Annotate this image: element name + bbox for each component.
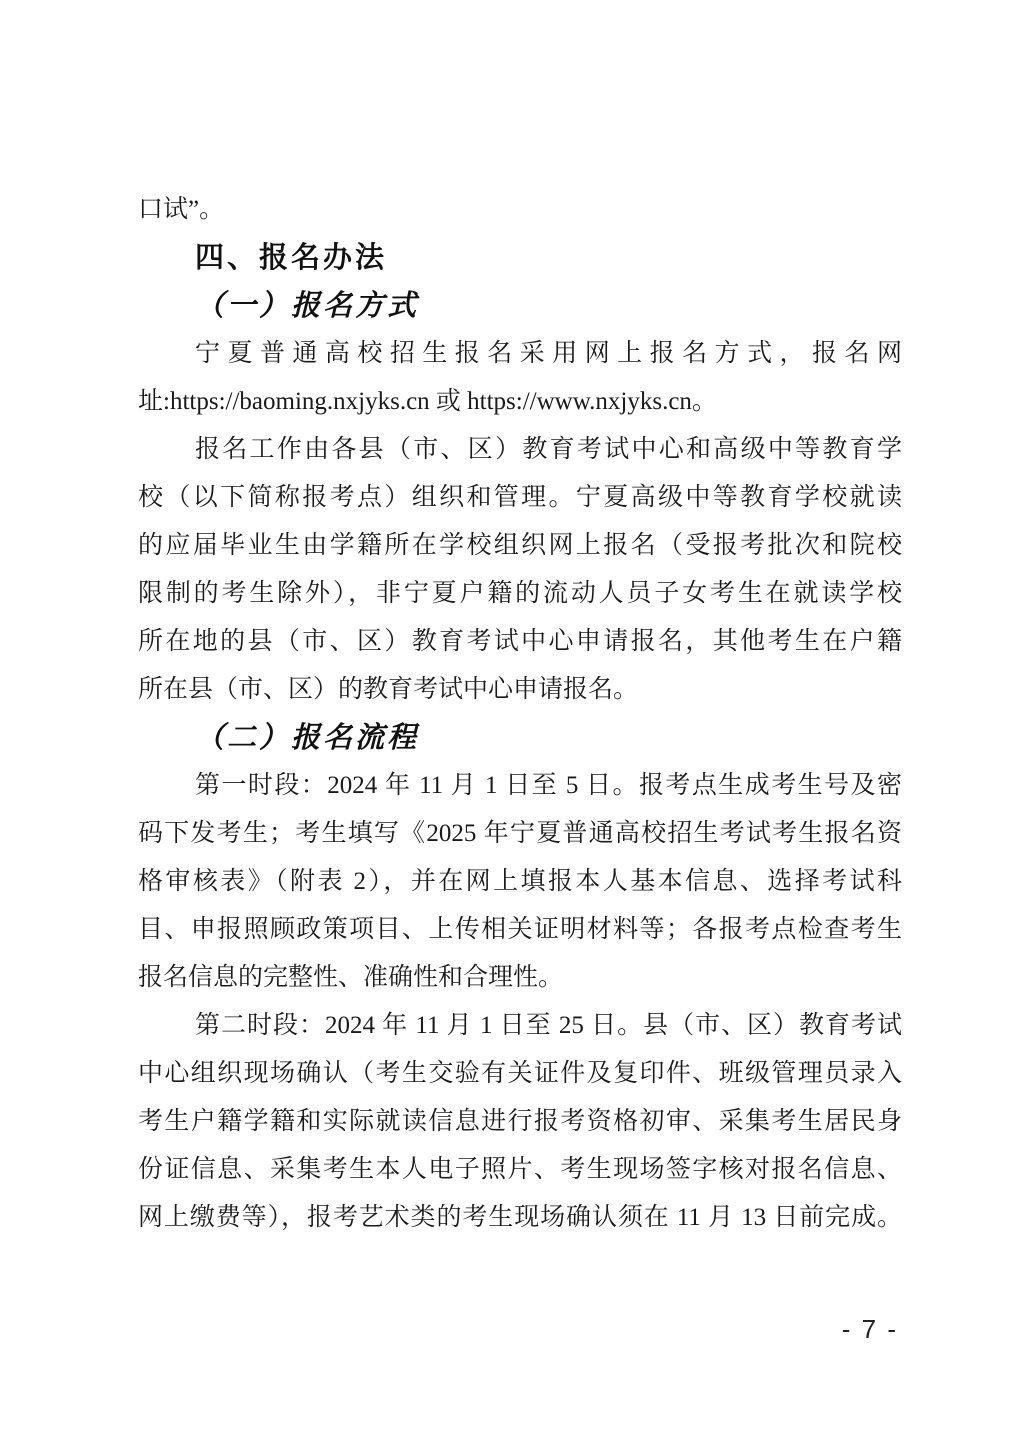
para-registration-organization-line-2: 校（以下简称报考点）组织和管理。宁夏高级中等教育学校就读 [138,484,902,511]
para-phase-1-line-1: 第一时段：2024 年 11 月 1 日至 5 日。报考点生成考生号及密 [195,772,902,799]
para-phase-2-line-1: 第二时段：2024 年 11 月 1 日至 25 日。县（市、区）教育考试 [195,1012,902,1039]
para-phase-1-line-2: 码下发考生；考生填写《2025 年宁夏普通高校招生考试考生报名资 [138,820,902,847]
document-body [138,186,902,1242]
para-registration-organization-line-5: 所在地的县（市、区）教育考试中心申请报名，其他考生在户籍 [138,628,902,655]
para-registration-method-line-2: 址:https://baoming.nxjyks.cn 或 https://www.nxjyks.cn。 [138,388,717,415]
heading-section-4: 四、报名办法 [195,242,388,274]
para-registration-organization-line-1: 报名工作由各县（市、区）教育考试中心和高级中等教育学 [195,436,902,463]
para-registration-method-line-1: 宁夏普通高校招生报名采用网上报名方式，报名网 [195,340,902,367]
para-registration-organization-line-3: 的应届毕业生由学籍所在学校组织网上报名（受报考批次和院校 [138,532,902,559]
para-registration-organization-line-6: 所在县（市、区）的教育考试中心申请报名。 [138,676,639,703]
para-phase-2-line-5: 网上缴费等），报考艺术类的考生现场确认须在 11 月 13 日前完成。 [138,1204,902,1231]
heading-subsection-1: （一）报名方式 [195,290,420,322]
para-phase-2-line-2: 中心组织现场确认（考生交验有关证件及复印件、班级管理员录入 [138,1060,902,1087]
continuation-line: 口试”。 [138,196,225,223]
heading-subsection-2: （二）报名流程 [195,722,420,754]
para-phase-1-line-4: 目、申报照顾政策项目、上传相关证明材料等；各报考点检查考生 [138,916,902,943]
page-number: - 7 - [841,1314,898,1344]
para-registration-organization-line-4: 限制的考生除外），非宁夏户籍的流动人员子女考生在就读学校 [138,580,902,607]
para-phase-2-line-4: 份证信息、采集考生本人电子照片、考生现场签字核对报名信息、 [138,1156,902,1183]
para-phase-2-line-3: 考生户籍学籍和实际就读信息进行报考资格初审、采集考生居民身 [138,1108,902,1135]
para-phase-1-line-3: 格审核表》（附表 2），并在网上填报本人基本信息、选择考试科 [138,868,902,895]
para-phase-1-line-5: 报名信息的完整性、准确性和合理性。 [138,964,564,991]
